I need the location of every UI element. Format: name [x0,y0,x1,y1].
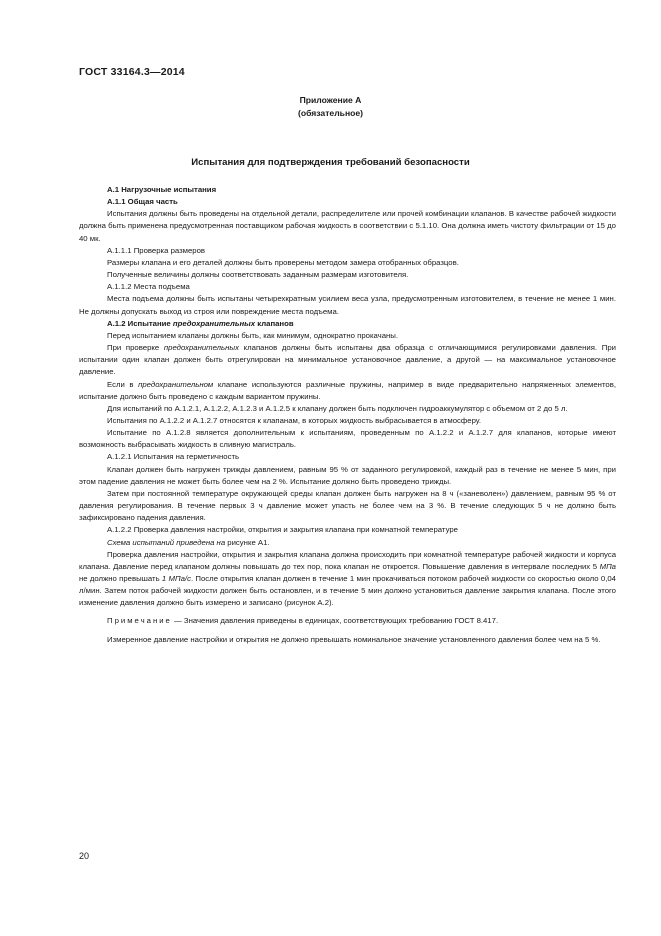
note-label: Примечание [107,616,172,626]
text: . После открытия клапан должен в течение 1 мин прокачиваться потоком рабочей жидкости со скоростью около 0,04 л/мин. Затем поток рабочей жидкости должен быть остановлен, и в течение 5 мин должно установиться давление закрытия клапана. После этого изменение давления должно быть измерено и записано (рисунок А.2). [79,574,616,608]
text: рисунке А1. [225,537,270,547]
paragraph: Размеры клапана и его деталей должны быть проверены методом замера отобранных образцов. [107,257,459,267]
heading-text: клапанов [255,318,294,328]
note-text: — Значения давления приведены в единицах, соответствующих требованию ГОСТ 8.417. [171,616,499,626]
paragraph: Перед испытанием клапаны должны быть, как минимум, однократно прокачаны. [107,330,399,340]
document-code-header: ГОСТ 33164.3—2014 [79,66,185,78]
unit-text: 1 МПа/с [161,574,191,583]
document-body [79,184,616,646]
text: Если в [107,379,139,389]
paragraph: Затем при постоянной температуре окружающей среды клапан должен быть нагружен на 8 ч («заневолен») давлением, равным 95 % от давления регулирования. В течение первых 3 ч давление может упасть не более чем на 3 %. В течение следующих 5 ч не должно быть зафиксировано падения давления. [79,488,616,523]
paragraph: Клапан должен быть нагружен трижды давлением, равным 95 % от заданного регулировкой, каждый раз в течение не менее 5 мин, при этом падение давления не может быть более чем на 2 %. Испытание должно быть проведено трижды. [79,464,616,486]
text: Проверка давления настройки, открытия и закрытия клапана должна происходить при комнатной температуре рабочей жидкости и корпуса клапана. Давление перед клапаном должны повышать до тех пор, пока клапан не откроется. Повышение давления в интервале последних 5 [79,549,616,571]
text: клапанов должны быть испытаны два образца с отличающимися регулировками давления. При испытании один клапан должен быть отрегулирован на минимальное установочное давление, а другой — на максимальное установочное давление. [79,343,616,377]
paragraph: Места подъема должны быть испытаны четырехкратным усилием веса узла, предусмотренным изготовителем, в течение не менее 1 мин. Не должны допускать выход из строя или повреждение места подъема. [79,294,616,316]
paragraph: Испытания должны быть проведены на отдельной детали, распределителе или прочей комбинации клапанов. В качестве рабочей жидкости должна быть применена предусмотренная поставщиком рабочая жидкость в соответствии с 5.1.10. Она должна иметь чистоту фильтрации от 15 до 40 мк. [79,209,616,243]
paragraph [79,342,616,378]
note [79,615,616,627]
section-heading: А.1.1.1 Проверка размеров [107,245,206,255]
italic-text: предохранительных [163,343,239,353]
section-heading: А.1.1 Общая часть [107,197,178,207]
section-heading: А.1.1.2 Места подъема [107,282,190,292]
paragraph: Для испытаний по А.1.2.1, А.1.2.2, А.1.2.3 и А.1.2.5 к клапану должен быть подключен гидроаккумулятор с объемом от 2 до 5 л. [107,403,568,413]
text: клапане используются различные пружины, например в виде предварительно напряженных элементов, испытание должно быть проведено с каждым вариантом пружины. [79,379,616,401]
paragraph: Полученные величины должны соответствовать заданным размерам изготовителя. [107,270,409,280]
paragraph: Измеренное давление настройки и открытия не должно превышать номинальное значение установленного давления более чем на 5 %. [107,634,601,644]
section-heading: А.1.2.1 Испытания на герметичность [107,452,240,462]
paragraph: Испытания по А.1.2.2 и А.1.2.7 относятся к клапанам, в которых жидкость выбрасывается в атмосферу. [107,415,482,425]
section-heading: А.1.2.2 Проверка давления настройки, открытия и закрытия клапана при комнатной температуре [107,525,458,535]
section-heading [79,318,616,330]
text: не должно превышать [79,574,162,583]
heading-italic-text: предохранительных [172,318,256,328]
appendix-label: Приложение А [299,95,362,105]
section-heading: А.1 Нагрузочные испытания [107,185,217,194]
appendix-title: Испытания для подтверждения требований безопасности [191,157,470,168]
paragraph: Испытание по А.1.2.8 является дополнительным к испытаниям, проведенным по А.1.2.2 и А.1.2.7 для клапанов, которые имеют возможность выбрасывать жидкость в сливную магистраль. [79,428,616,450]
italic-text: Схема испытаний приведена на [107,537,226,547]
paragraph [79,379,616,403]
text: При проверке [107,343,164,353]
paragraph [79,549,616,610]
heading-text: А.1.2 Испытание [107,318,173,328]
unit-text: МПа [599,561,616,571]
appendix-status: (обязательное) [297,108,364,118]
paragraph [79,537,616,549]
italic-text: предохранительном [138,379,214,389]
page-number: 20 [79,851,90,861]
